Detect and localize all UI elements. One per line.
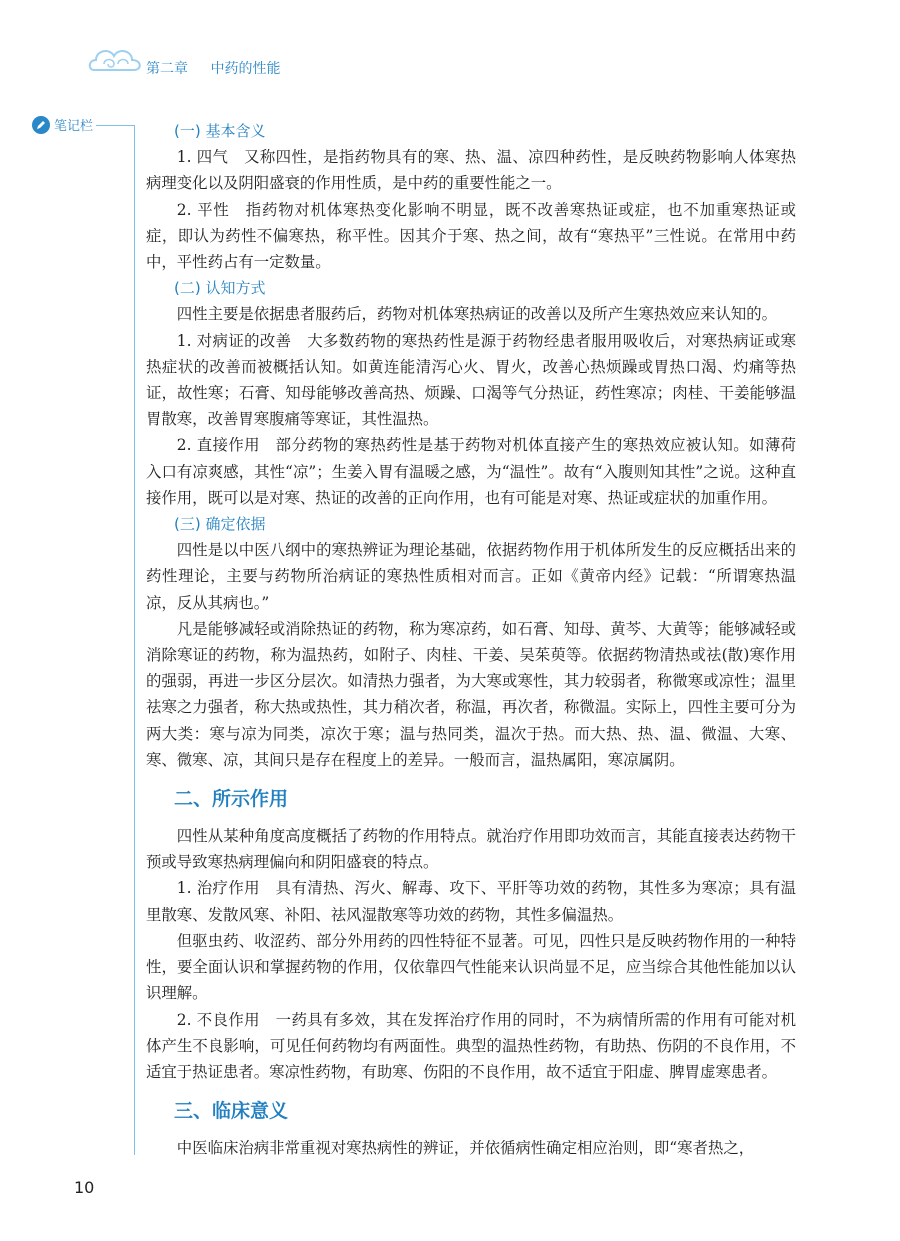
paragraph: 但驱虫药、收涩药、部分外用药的四性特征不显著。可见，四性只是反映药物作用的一种特性，要全面认识和掌握药物的作用，仅依靠四气性能来认识尚显不足，应当综合其他性能加以认识理解。 xyxy=(146,931,796,1003)
paragraph: 凡是能够减轻或消除热证的药物，称为寒凉药，如石膏、知母、黄芩、大黄等；能够减轻或消除寒证的药物，称为温热药，如附子、肉桂、干姜、吴茱萸等。依据药物清热或祛(散)寒作用的强弱，再进一步区分层次。如清热力强者，为大寒或寒性，其力较弱者，称微寒或凉性；温里祛寒之力强者，称大热或热性，其力稍次者，称温，再次者，称微温。实际上，四性主要可分为两大类：寒与凉为同类，凉次于寒；温与热同类，温次于热。而大热、热、温、微温、大寒、寒、微寒、凉，其间只是存在程度上的差异。一般而言，温热属阳，寒凉属阴。 xyxy=(146,619,796,769)
paragraph: 中医临床治病非常重视对寒热病性的辨证，并依循病性确定相应治则，即“寒者热之， xyxy=(176,1139,755,1158)
page-number: 10 xyxy=(74,1178,95,1197)
main-content xyxy=(146,118,796,1161)
margin-rule-horizontal xyxy=(96,125,134,126)
chapter-title: 中药的性能 xyxy=(210,61,281,77)
section-heading-clinical: 三、临床意义 xyxy=(174,1100,289,1123)
paragraph: 四性是以中医八纲中的寒热辨证为理论基础，依据药物作用于机体所发生的反应概括出来的药性理论，主要与药物所治病证的寒热性质相对而言。正如《黄帝内经》记载：“所谓寒热温凉，反从其病也。” xyxy=(146,541,796,612)
chapter-heading xyxy=(146,58,280,78)
paragraph: 2. 不良作用 一药具有多效，其在发挥治疗作用的同时，不为病情所需的作用有可能对机体产生不良影响，可见任何药物均有两面性。典型的温热性药物，有助热、伤阴的不良作用，不适宜于热证患者。寒凉性药物，有助寒、伤阳的不良作用，故不适宜于阳虚、脾胃虚寒患者。 xyxy=(146,1010,796,1081)
paragraph: 2. 直接作用 部分药物的寒热药性是基于药物对机体直接产生的寒热效应被认知。如薄荷入口有凉爽感，其性“凉”；生姜入胃有温暖之感，为“温性”。故有“入腹则知其性”之说。这种直接作用，既可以是对寒、热证的改善的正向作用，也有可能是对寒、热证或症状的加重作用。 xyxy=(146,436,796,507)
paragraph: 1. 四气 又称四性，是指药物具有的寒、热、温、凉四种药性，是反映药物影响人体寒热病理变化以及阴阳盛衰的作用性质，是中药的重要性能之一。 xyxy=(146,148,796,193)
subheading-determination: (三) 确定依据 xyxy=(174,515,266,534)
subheading-cognition: (二) 认知方式 xyxy=(174,279,266,298)
paragraph: 2. 平性 指药物对机体寒热变化影响不明显，既不改善寒热证或症，也不加重寒热证或症，即认为药性不偏寒热，称平性。因其介于寒、热之间，故有“寒热平”三性说。在常用中药中，平性药占有一定数量。 xyxy=(146,200,796,272)
paragraph: 四性主要是依据患者服药后，药物对机体寒热病证的改善以及所产生寒热效应来认知的。 xyxy=(176,305,778,324)
notes-column-badge xyxy=(32,115,93,134)
cloud-ornament-icon xyxy=(88,40,144,80)
pen-icon xyxy=(32,116,50,134)
section-heading-effects: 二、所示作用 xyxy=(174,788,289,811)
margin-rule-vertical xyxy=(134,125,135,1155)
notes-label: 笔记栏 xyxy=(54,119,94,134)
paragraph: 1. 治疗作用 具有清热、泻火、解毒、攻下、平肝等功效的药物，其性多为寒凉；具有温里散寒、发散风寒、补阳、祛风湿散寒等功效的药物，其性多偏温热。 xyxy=(146,879,796,924)
subheading-basic-meaning: (一) 基本含义 xyxy=(174,122,266,140)
chapter-number: 第二章 xyxy=(146,61,188,77)
page-header xyxy=(0,0,900,110)
paragraph: 四性从某种角度高度概括了药物的作用特点。就治疗作用即功效而言，其能直接表达药物干预或导致寒热病理偏向和阴阳盛衰的特点。 xyxy=(146,827,796,872)
paragraph: 1. 对病证的改善 大多数药物的寒热药性是源于药物经患者服用吸收后，对寒热病证或寒热症状的改善而被概括认知。如黄连能清泻心火、胃火，改善心热烦躁或胃热口渴、灼痛等热证，故性寒；石膏、知母能够改善高热、烦躁、口渴等气分热证，药性寒凉；肉桂、干姜能够温胃散寒，改善胃寒腹痛等寒证，其性温热。 xyxy=(146,331,796,429)
